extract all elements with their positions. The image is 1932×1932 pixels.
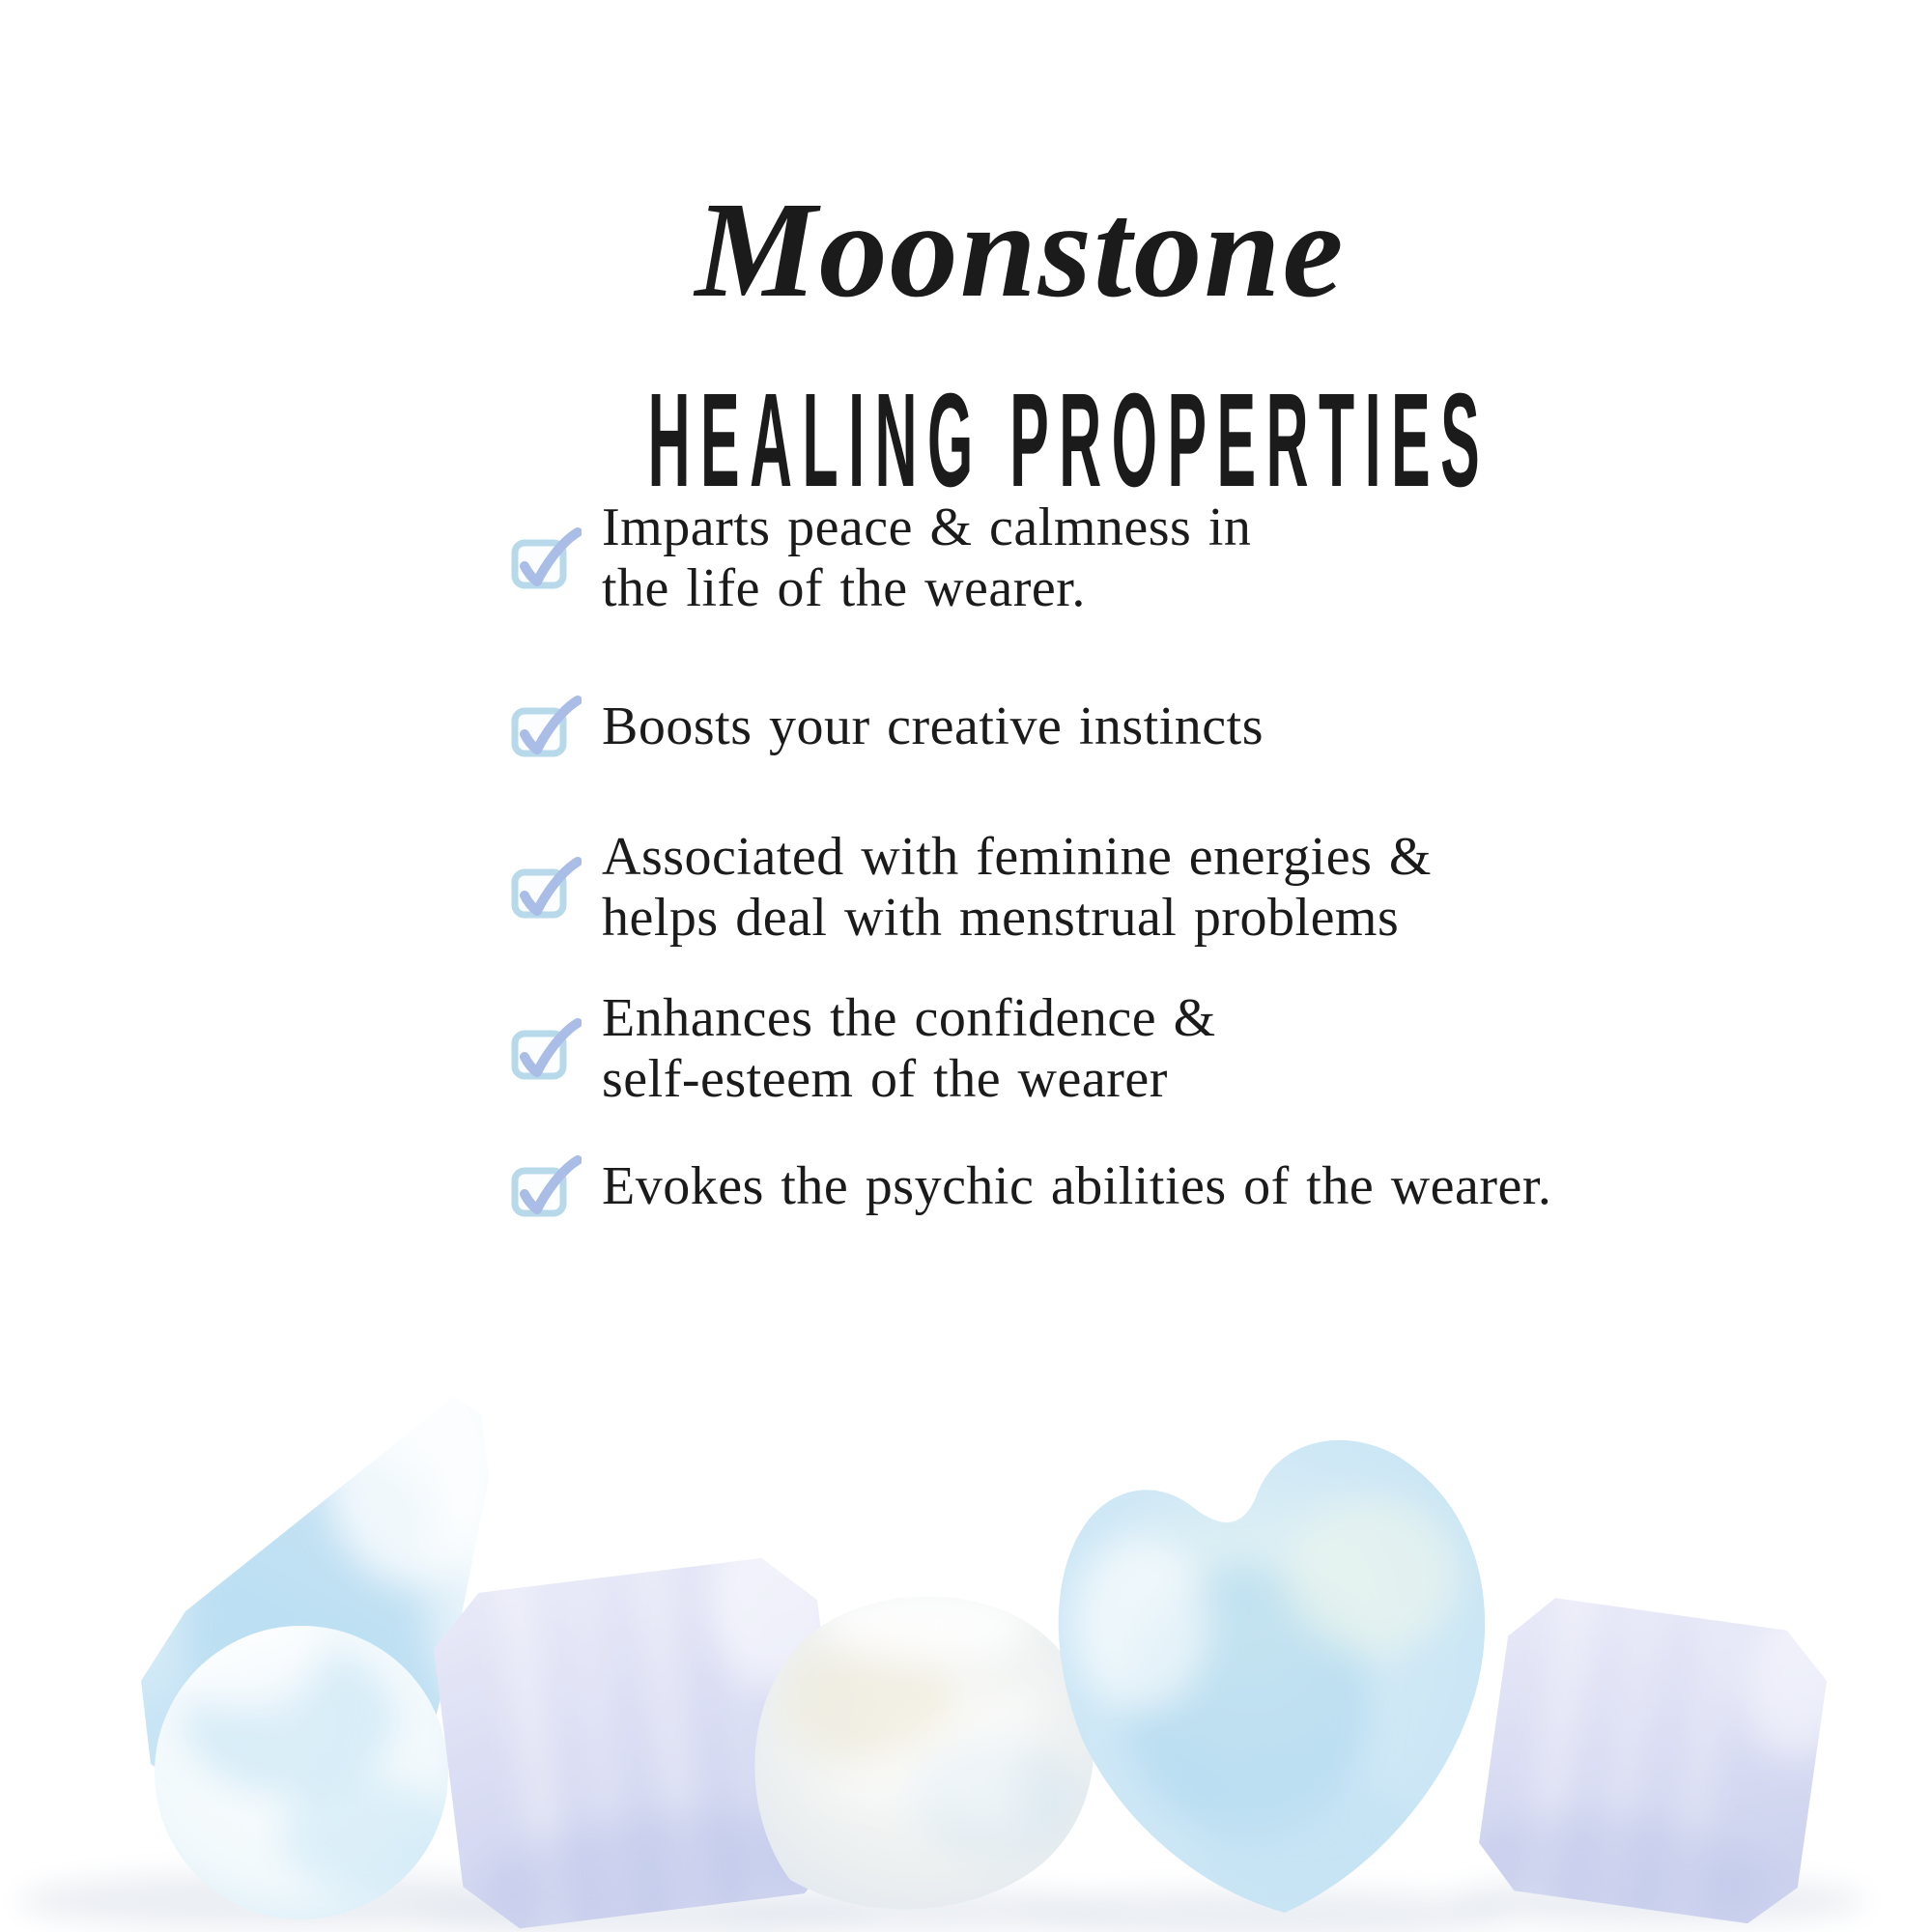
checklist-item xyxy=(510,659,1669,794)
checklist-line: the life of the wearer. xyxy=(602,558,1086,618)
checklist-item-text xyxy=(602,827,1432,949)
checked-checkbox-icon xyxy=(510,696,582,757)
checklist-item xyxy=(510,1119,1669,1254)
checklist-item xyxy=(510,491,1669,626)
checklist-line: helps deal with menstrual problems xyxy=(602,888,1400,948)
page-title: Moonstone xyxy=(695,173,1346,327)
checklist-item-text xyxy=(602,497,1251,619)
stone-emerald-cut-right xyxy=(1463,1563,1867,1932)
checklist-line: Imparts peace & calmness in xyxy=(602,497,1252,557)
stone-heart-cabochon xyxy=(1059,1440,1485,1913)
checklist-item xyxy=(510,981,1669,1117)
checklist-line: self-esteem of the wearer xyxy=(602,1049,1168,1109)
checklist-item xyxy=(510,820,1669,955)
checklist-line: Evokes the psychic abilities of the wearer. xyxy=(602,1155,1552,1216)
checked-checkbox-icon xyxy=(510,527,582,589)
checklist-line: Boosts your creative instincts xyxy=(602,696,1264,756)
checked-checkbox-icon xyxy=(510,857,582,919)
checklist-line: Enhances the confidence & xyxy=(602,988,1216,1048)
checklist-item-text xyxy=(602,1156,1551,1217)
checked-checkbox-icon xyxy=(510,1155,582,1217)
page-subtitle: HEALING PROPERTIES xyxy=(647,365,1491,515)
checked-checkbox-icon xyxy=(510,1018,582,1080)
checklist-item-text xyxy=(602,988,1216,1110)
moonstone-gemstones-illustration xyxy=(0,1333,1932,1932)
checklist-item-text xyxy=(602,696,1264,757)
checklist-line: Associated with feminine energies & xyxy=(602,827,1432,887)
